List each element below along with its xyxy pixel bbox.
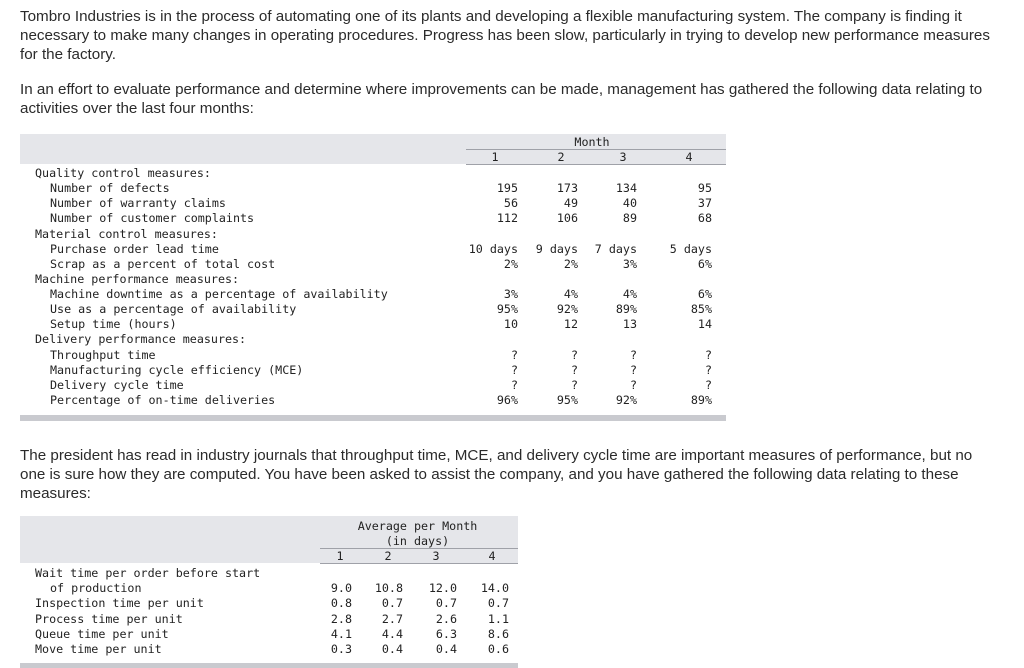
row-label: Purchase order lead time xyxy=(50,241,219,256)
avg-header-line-2: (in days) xyxy=(385,534,450,548)
cell-month-3: 6.3 xyxy=(435,626,457,641)
cell-month-3: 0.4 xyxy=(435,642,457,656)
cell-month-2: 95% xyxy=(556,392,578,407)
cell-month-4: 14 xyxy=(697,317,712,332)
row-label: Manufacturing cycle efficiency (MCE) xyxy=(50,362,304,377)
cell-month-3: ? xyxy=(629,347,637,362)
cell-month-4: 37 xyxy=(697,196,712,211)
row-label: Use as a percentage of availability xyxy=(50,302,297,317)
month-col-1: 1 xyxy=(491,150,499,164)
average-time-table xyxy=(20,516,518,668)
cell-month-1: 10 days xyxy=(468,241,518,256)
row-label: Number of customer complaints xyxy=(50,211,255,226)
cell-month-3: 7 days xyxy=(594,241,637,256)
cell-month-2: 10.8 xyxy=(374,581,403,596)
cell-month-2: 2.7 xyxy=(381,611,403,626)
month-col-3: 3 xyxy=(619,150,627,164)
cell-month-1: 0.3 xyxy=(330,642,352,656)
cell-month-1: 0.8 xyxy=(330,596,352,611)
cell-month-2: 4.4 xyxy=(381,626,403,641)
cell-month-1: 195 xyxy=(496,181,518,196)
cell-month-1: 3% xyxy=(503,287,518,302)
month-col-2: 2 xyxy=(557,150,565,164)
month-col-1: 1 xyxy=(336,549,344,563)
cell-month-1: 112 xyxy=(496,211,518,226)
cell-month-2: ? xyxy=(570,347,578,362)
cell-month-3: 40 xyxy=(622,196,637,211)
row-label: Delivery performance measures: xyxy=(35,332,247,347)
cell-month-4: 0.6 xyxy=(487,642,509,656)
row-label: Delivery cycle time xyxy=(50,377,184,392)
cell-month-4: 95 xyxy=(697,181,712,196)
cell-month-3: 89% xyxy=(615,302,637,317)
cell-month-4: 89% xyxy=(690,392,712,407)
cell-month-2: ? xyxy=(570,362,578,377)
table-bottom-rule xyxy=(20,415,726,421)
row-label: Inspection time per unit xyxy=(35,596,204,611)
row-label: Throughput time xyxy=(50,347,156,362)
intro-paragraph-3: The president has read in industry journals that throughput time, MCE, and delivery cycle time are important measures of performance, but no one is sure how they are computed. You have been asked to assist the company, and you have gathered the following data relating to these measures: xyxy=(20,447,973,502)
table-bottom-rule xyxy=(20,663,518,668)
intro-paragraph-2: In an effort to evaluate performance and determine where improvements can be made, management has gathered the following data relating to activities over the last four months: xyxy=(20,81,983,117)
cell-month-1: ? xyxy=(510,377,518,392)
cell-month-1: ? xyxy=(510,347,518,362)
cell-month-3: 3% xyxy=(622,256,637,271)
cell-month-1: 96% xyxy=(496,392,518,407)
cell-month-3: 92% xyxy=(615,392,637,407)
cell-month-4: 8.6 xyxy=(487,626,509,641)
cell-month-3: 12.0 xyxy=(428,581,457,596)
cell-month-2: 106 xyxy=(556,211,578,226)
cell-month-4: 14.0 xyxy=(480,581,509,596)
cell-month-3: 13 xyxy=(622,317,637,332)
row-label: of production xyxy=(50,581,142,596)
row-label: Process time per unit xyxy=(35,611,183,626)
cell-month-2: 0.4 xyxy=(381,642,403,656)
row-label: Quality control measures: xyxy=(35,166,211,180)
row-label: Machine performance measures: xyxy=(35,271,240,286)
cell-month-4: ? xyxy=(704,347,712,362)
month-col-3: 3 xyxy=(432,549,440,563)
row-label: Material control measures: xyxy=(35,226,218,241)
intro-paragraph-1: Tombro Industries is in the process of automating one of its plants and developing a flexible manufacturing system. The company is finding it necessary to make many changes in operating procedures. Progress has been slow, particularly in trying to develop new performance measures for the factory. xyxy=(20,8,990,63)
cell-month-3: ? xyxy=(629,377,637,392)
cell-month-1: 10 xyxy=(503,317,518,332)
cell-month-4: 6% xyxy=(697,256,712,271)
cell-month-1: ? xyxy=(510,362,518,377)
row-label: Number of defects xyxy=(50,181,170,196)
cell-month-4: 68 xyxy=(697,211,712,226)
month-col-4: 4 xyxy=(685,150,693,164)
cell-month-4: ? xyxy=(704,362,712,377)
cell-month-2: ? xyxy=(570,377,578,392)
cell-month-1: 56 xyxy=(503,196,518,211)
cell-month-1: 2% xyxy=(503,256,518,271)
cell-month-2: 9 days xyxy=(535,241,578,256)
row-label: Setup time (hours) xyxy=(50,317,177,332)
cell-month-1: 95% xyxy=(496,302,518,317)
cell-month-3: ? xyxy=(629,362,637,377)
cell-month-4: ? xyxy=(704,377,712,392)
cell-month-1: 9.0 xyxy=(330,581,352,596)
cell-month-4: 85% xyxy=(690,302,712,317)
cell-month-1: 4.1 xyxy=(330,626,352,641)
row-label: Wait time per order before start xyxy=(35,566,261,580)
row-label: Scrap as a percent of total cost xyxy=(50,256,276,271)
cell-month-3: 4% xyxy=(622,287,637,302)
cell-month-3: 2.6 xyxy=(435,611,457,626)
cell-month-3: 0.7 xyxy=(435,596,457,611)
cell-month-1: 2.8 xyxy=(330,611,352,626)
cell-month-2: 92% xyxy=(556,302,578,317)
cell-month-4: 6% xyxy=(697,287,712,302)
cell-month-2: 49 xyxy=(563,196,578,211)
cell-month-4: 0.7 xyxy=(487,596,509,611)
row-label: Queue time per unit xyxy=(35,626,169,641)
row-label: Machine downtime as a percentage of availability xyxy=(50,287,388,302)
cell-month-2: 4% xyxy=(563,287,578,302)
row-label: Number of warranty claims xyxy=(50,196,226,211)
cell-month-4: 1.1 xyxy=(487,611,509,626)
row-label: Percentage of on-time deliveries xyxy=(50,392,276,407)
avg-header-line-1: Average per Month xyxy=(357,519,478,533)
cell-month-3: 89 xyxy=(622,211,637,226)
month-header: Month xyxy=(574,135,610,149)
cell-month-2: 0.7 xyxy=(381,596,403,611)
row-label: Move time per unit xyxy=(35,642,162,656)
cell-month-2: 12 xyxy=(563,317,578,332)
performance-measures-table xyxy=(20,134,726,421)
cell-month-2: 2% xyxy=(563,256,578,271)
month-col-4: 4 xyxy=(488,549,496,563)
month-col-2: 2 xyxy=(384,549,392,563)
cell-month-3: 134 xyxy=(615,181,637,196)
cell-month-2: 173 xyxy=(556,181,578,196)
cell-month-4: 5 days xyxy=(669,241,712,256)
